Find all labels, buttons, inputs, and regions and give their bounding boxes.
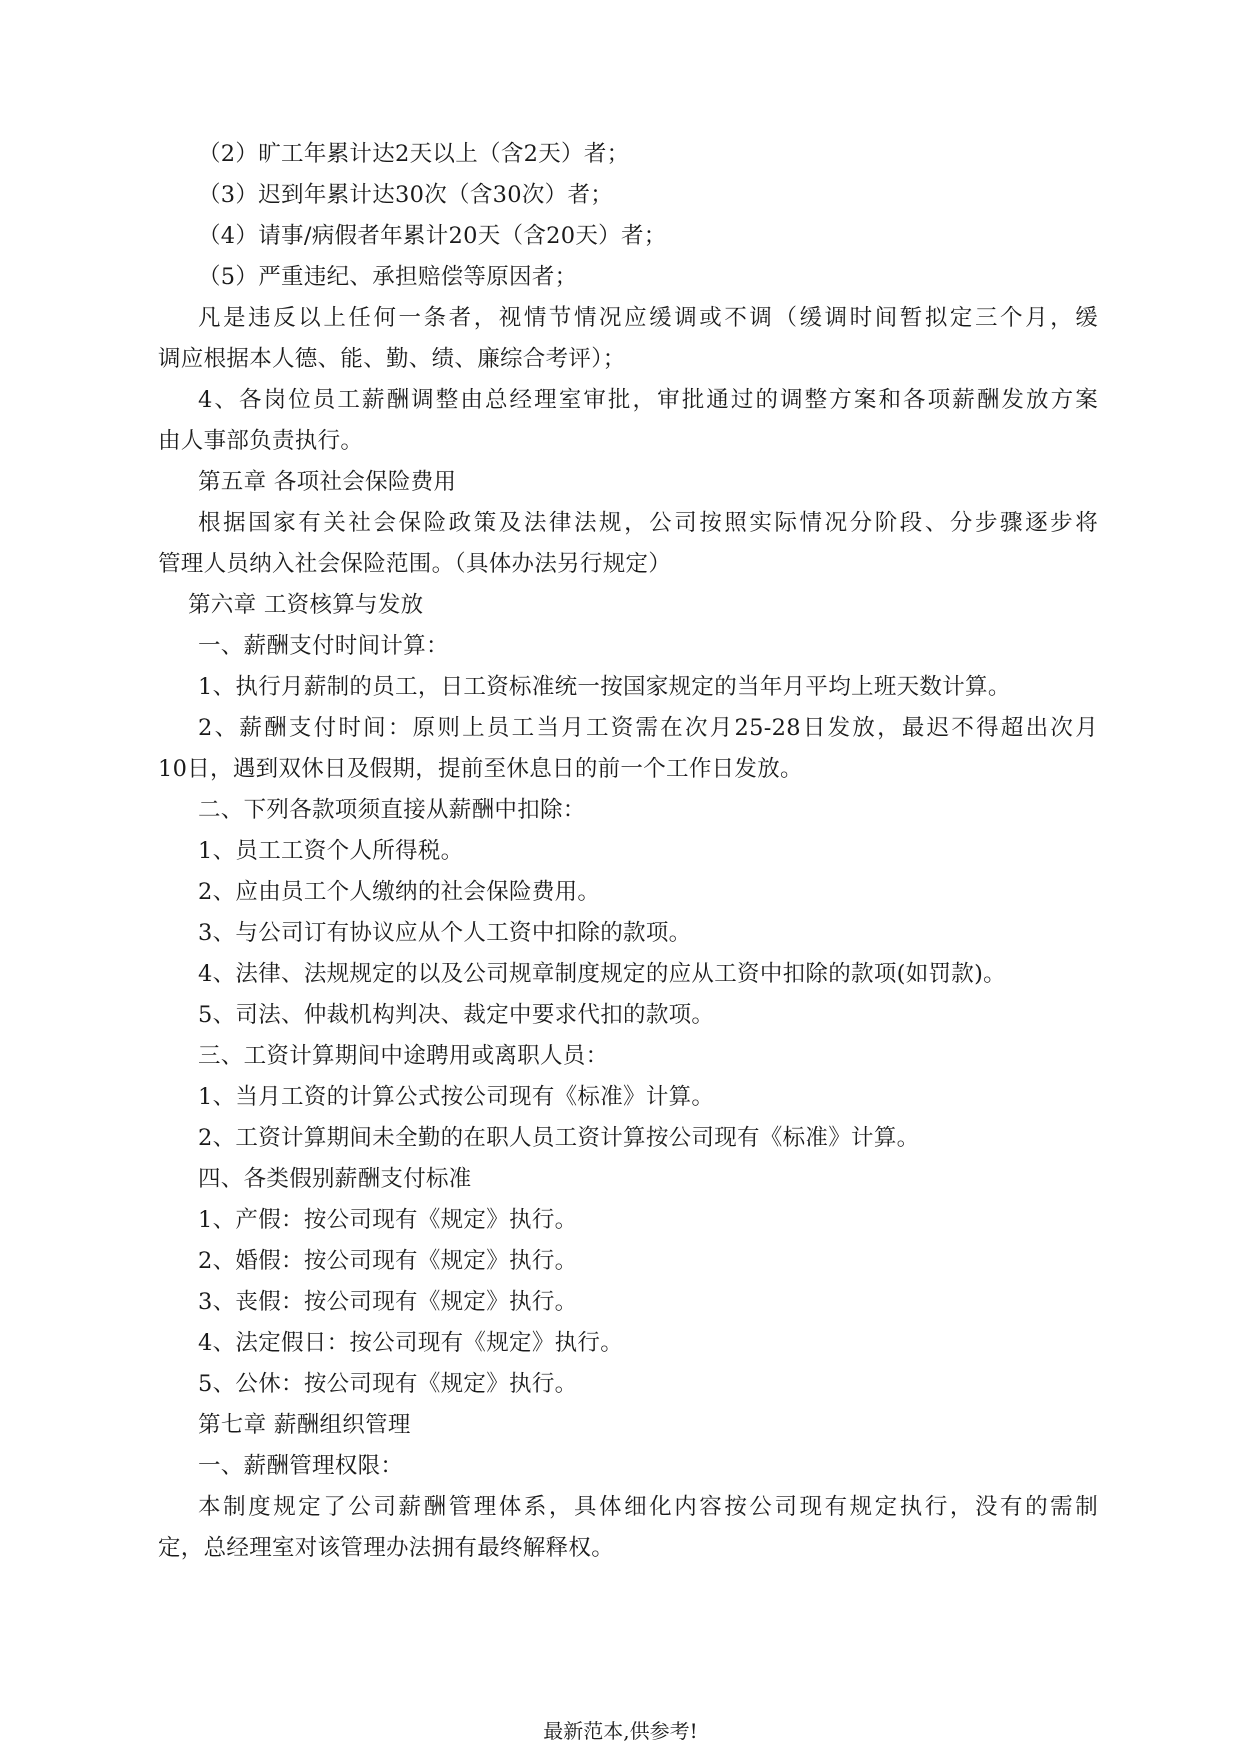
chapter-heading: 第六章 工资核算与发放	[188, 592, 424, 618]
text-line: 5、公休：按公司现有《规定》执行。	[198, 1371, 578, 1397]
text-line: （3）迟到年累计达30次（含30次）者；	[198, 182, 614, 208]
section-heading: 三、工资计算期间中途聘用或离职人员：	[198, 1043, 609, 1069]
text-line: 调应根据本人德、能、勤、绩、廉综合考评）；	[158, 346, 626, 372]
chapter-heading: 第七章 薪酬组织管理	[198, 1412, 411, 1438]
text-line: 4、各岗位员工薪酬调整由总经理室审批，审批通过的调整方案和各项薪酬发放方案	[198, 387, 1098, 413]
text-line: 10日，遇到双休日及假期，提前至休息日的前一个工作日发放。	[158, 756, 803, 782]
text-line: 3、与公司订有协议应从个人工资中扣除的款项。	[198, 920, 692, 946]
section-heading: 二、下列各款项须直接从薪酬中扣除：	[198, 797, 586, 823]
page-footer: 最新范本,供参考!	[543, 1719, 698, 1743]
text-line: 凡是违反以上任何一条者，视情节情况应缓调或不调（缓调时间暂拟定三个月，缓	[198, 305, 1098, 331]
section-heading: 四、各类假别薪酬支付标准	[198, 1166, 472, 1192]
text-line: （2）旷工年累计达2天以上（含2天）者；	[198, 141, 630, 167]
text-line: 定，总经理室对该管理办法拥有最终解释权。	[158, 1535, 615, 1561]
text-line: 根据国家有关社会保险政策及法律法规，公司按照实际情况分阶段、分步骤逐步将	[198, 510, 1098, 536]
chapter-heading: 第五章 各项社会保险费用	[198, 469, 457, 495]
text-line: 3、丧假：按公司现有《规定》执行。	[198, 1289, 578, 1315]
text-line: 管理人员纳入社会保险范围。（具体办法另行规定）	[158, 551, 672, 577]
section-heading: 一、薪酬支付时间计算：	[198, 633, 449, 659]
text-line: 4、法定假日：按公司现有《规定》执行。	[198, 1330, 624, 1356]
text-line: 1、当月工资的计算公式按公司现有《标准》计算。	[198, 1084, 715, 1110]
text-line: 1、员工工资个人所得税。	[198, 838, 464, 864]
text-line: 1、产假：按公司现有《规定》执行。	[198, 1207, 578, 1233]
text-line: 2、工资计算期间未全勤的在职人员工资计算按公司现有《标准》计算。	[198, 1125, 920, 1151]
text-line: 2、薪酬支付时间：原则上员工当月工资需在次月25-28日发放，最迟不得超出次月	[198, 715, 1098, 741]
text-line: 1、执行月薪制的员工，日工资标准统一按国家规定的当年月平均上班天数计算。	[198, 674, 1011, 700]
section-heading: 一、薪酬管理权限：	[198, 1453, 404, 1479]
text-line: 5、司法、仲裁机构判决、裁定中要求代扣的款项。	[198, 1002, 715, 1028]
text-line: 2、应由员工个人缴纳的社会保险费用。	[198, 879, 601, 905]
document-body	[158, 134, 1098, 1569]
text-line: 由人事部负责执行。	[158, 428, 364, 454]
text-line: 4、法律、法规规定的以及公司规章制度规定的应从工资中扣除的款项(如罚款)。	[198, 961, 1006, 987]
text-line: （4）请事/病假者年累计20天（含20天）者；	[198, 223, 667, 249]
text-line: 2、婚假：按公司现有《规定》执行。	[198, 1248, 578, 1274]
text-line: （5）严重违纪、承担赔偿等原因者；	[198, 264, 578, 290]
text-line: 本制度规定了公司薪酬管理体系，具体细化内容按公司现有规定执行，没有的需制	[198, 1494, 1098, 1520]
